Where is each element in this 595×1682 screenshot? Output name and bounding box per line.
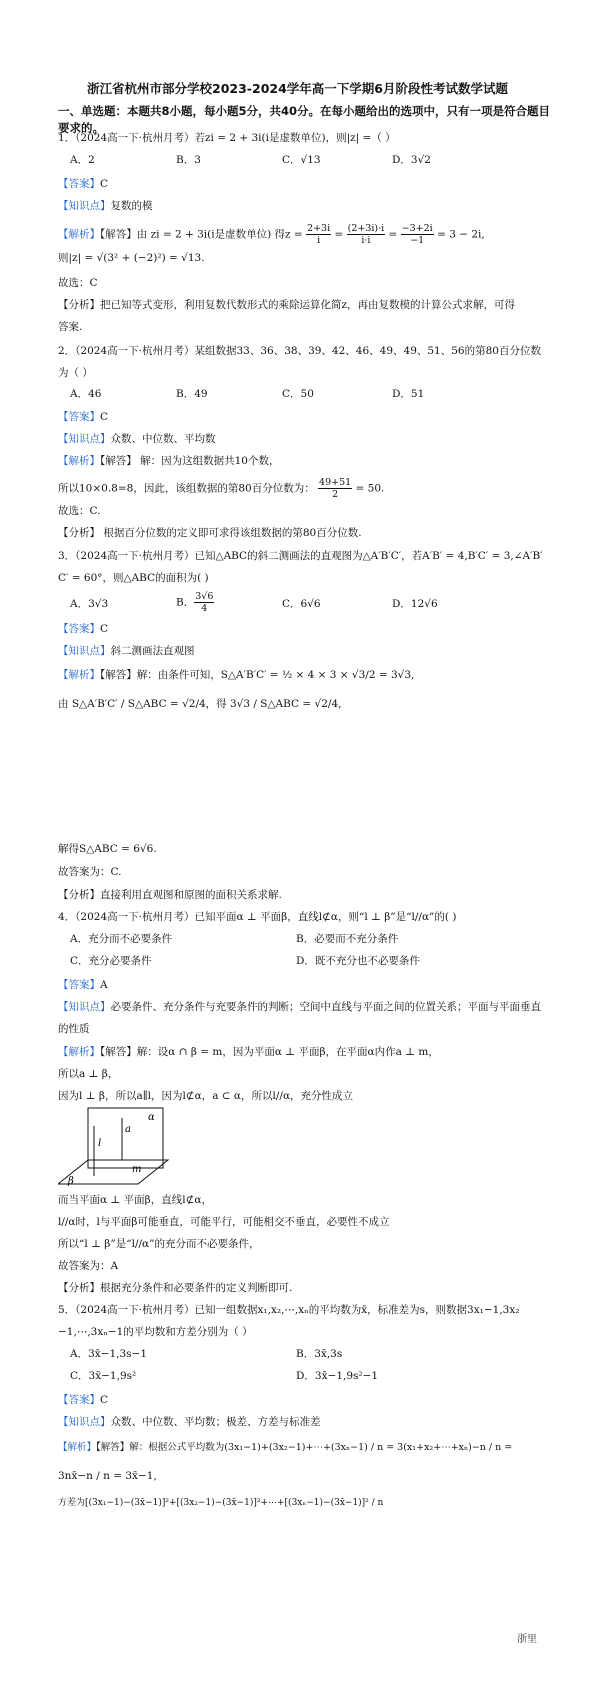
q2-conclusion: 故选：C. xyxy=(58,505,101,517)
q4-line4: 而当平面α ⊥ 平面β，直线l⊄α， xyxy=(58,1194,212,1206)
q3-knowledge xyxy=(58,644,195,658)
analysis-text: 【解答】由 zi = 2 + 3i(i是虚数单位) 得z = xyxy=(100,228,307,241)
q3-fenxi xyxy=(58,888,282,902)
answer-value: C xyxy=(100,178,109,190)
q1-stem: 1．（2024高一下·杭州月考）若zi = 2 + 3i(i是虚数单位)，则|z| =（ ） xyxy=(58,132,396,144)
label-alpha: α xyxy=(148,1112,155,1123)
q3-answer xyxy=(58,622,108,636)
analysis-text: 【解答】解：根据公式平均数为(3x₁−1)+(3x₂−1)+⋯+(3xₙ−1) / n = 3(x₁+x₂+⋯+xₙ)−n / n = xyxy=(96,1442,513,1453)
q1-option-b: B．3 xyxy=(176,154,201,166)
q2-option-a: A．46 xyxy=(70,388,102,400)
q3-stem-cont: C′ = 60°，则△ABC的面积为( ) xyxy=(58,572,209,584)
analysis-tag: 【解析】 xyxy=(58,455,100,467)
q1-fenxi xyxy=(58,298,515,312)
knowledge-tag: 【知识点】 xyxy=(58,200,111,212)
q2-analysis xyxy=(58,454,279,468)
q3-option-c: C．6√6 xyxy=(282,598,321,610)
answer-value: A xyxy=(100,979,108,991)
q4-option-b: B．必要而不充分条件 xyxy=(296,933,399,945)
label-a: a xyxy=(125,1124,131,1135)
answer-value: C xyxy=(100,1394,109,1406)
q4-line6: 所以“l ⊥ β”是“l//α”的充分而不必要条件， xyxy=(58,1238,260,1250)
q3-analysis xyxy=(58,668,414,682)
q3-result: 解得S△ABC = 6√6. xyxy=(58,843,157,855)
knowledge-value: 必要条件、充分条件与充要条件的判断；空间中直线与平面之间的位置关系；平面与平面垂直 xyxy=(110,1001,541,1013)
q4-stem: 4．（2024高一下·杭州月考）已知平面α ⊥ 平面β，直线l⊄α，则“l ⊥ β”是“l//α”的( ) xyxy=(58,911,457,923)
page-title: 浙江省杭州市部分学校2023-2024学年高一下学期6月阶段性考试数学试题 xyxy=(87,81,508,96)
analysis-text: = 50. xyxy=(355,482,385,495)
fenxi-text: 把已知等式变形，利用复数代数形式的乘除运算化简z，再由复数模的计算公式求解，可得 xyxy=(100,299,516,311)
analysis-text: 【解答】解：由条件可知，S△A′B′C′ = ½ × 4 × 3 × √3/2 = 3√3, xyxy=(100,669,415,681)
q4-option-c: C．充分必要条件 xyxy=(70,955,152,967)
q1-fenxi-cont: 答案. xyxy=(58,321,83,333)
q2-analysis-2 xyxy=(58,477,384,500)
q4-conclusion: 故答案为：A xyxy=(58,1260,119,1272)
q5-answer xyxy=(58,1393,108,1407)
q5-stem: 5．（2024高一下·杭州月考）已知一组数据x₁,x₂,⋯,xₙ的平均数为x̄，标准差为s，则数据3x₁−1,3x₂ xyxy=(58,1304,520,1316)
q4-option-a: A．充分而不必要条件 xyxy=(70,933,173,945)
q1-knowledge xyxy=(58,199,153,213)
q1-abs-line: 则|z| = √(3² + (−2)²) = √13. xyxy=(58,252,205,264)
fenxi-tag: 【分析】 xyxy=(58,527,100,539)
q4-fenxi xyxy=(58,1281,292,1295)
q3-stem: 3．（2024高一下·杭州月考）已知△ABC的斜二测画法的直观图为△A′B′C′，若A′B′ = 4,B′C′ = 3,∠A′B′ xyxy=(58,550,543,562)
section-heading: 一、单选题：本题共8小题，每小题5分，共40分。在每小题给出的选项中，只有一项是符合题目要求的。 xyxy=(58,104,551,135)
q5-analysis-2: 3nx̄−n / n = 3x̄−1, xyxy=(58,1470,157,1482)
answer-tag: 【答案】 xyxy=(58,1394,100,1406)
label-l: l xyxy=(98,1138,102,1149)
q3-option-a: A．3√3 xyxy=(70,598,109,610)
q4-line2: 所以a ⊥ β， xyxy=(58,1068,119,1080)
fenxi-text: 根据充分条件和必要条件的定义判断即可. xyxy=(100,1282,293,1294)
knowledge-value: 复数的模 xyxy=(110,200,153,212)
knowledge-value: 众数、中位数、平均数；极差、方差与标准差 xyxy=(110,1416,321,1428)
fraction: $\frac{-3+2i}{-1}$ xyxy=(401,223,433,246)
q2-stem-cont: 为（ ） xyxy=(58,367,93,379)
fenxi-text: 直接利用直观图和原图的面积关系求解. xyxy=(100,889,282,901)
q2-stem: 2．（2024高一下·杭州月考）某组数据33、36、38、39、42、46、49、49、51、56的第80百分位数 xyxy=(58,345,541,357)
q2-option-d: D．51 xyxy=(392,388,425,400)
fraction: $\frac{2+3i}{i}$ xyxy=(307,223,331,246)
q5-option-d: D．3x̄−1,9s²−1 xyxy=(296,1370,379,1382)
answer-tag: 【答案】 xyxy=(58,979,100,991)
q5-option-c: C．3x̄−1,9s² xyxy=(70,1370,137,1382)
knowledge-tag: 【知识点】 xyxy=(58,1001,111,1013)
knowledge-value: 斜二测画法直观图 xyxy=(110,645,195,657)
q5-knowledge xyxy=(58,1415,321,1429)
fenxi-tag: 【分析】 xyxy=(58,299,100,311)
analysis-tag: 【解析】 xyxy=(58,228,100,241)
label-m: m xyxy=(132,1164,142,1175)
q2-answer xyxy=(58,410,108,424)
q2-fenxi xyxy=(58,526,362,540)
label-beta: β xyxy=(68,1176,74,1187)
fenxi-text: 根据百分位数的定义即可求得该组数据的第80百分位数. xyxy=(100,527,362,539)
q1-conclusion: 故选：C xyxy=(58,277,98,289)
analysis-tag: 【解析】 xyxy=(58,1046,100,1058)
analysis-text: = 3 − 2i, xyxy=(437,228,485,241)
q1-option-a: A．2 xyxy=(70,154,95,166)
q5-option-a: A．3x̄−1,3s−1 xyxy=(70,1348,148,1360)
q3-option-d: D．12√6 xyxy=(392,598,438,610)
analysis-tag: 【解析】 xyxy=(58,1442,97,1453)
q4-option-d: D．既不充分也不必要条件 xyxy=(296,955,420,967)
analysis-text: 所以10×0.8=8，因此，该组数据的第80百分位数为： xyxy=(58,482,315,495)
q4-analysis xyxy=(58,1045,439,1059)
knowledge-tag: 【知识点】 xyxy=(58,645,111,657)
fraction: $\frac{49+51}{2}$ xyxy=(319,477,352,500)
fenxi-tag: 【分析】 xyxy=(58,889,100,901)
q4-knowledge-cont: 的性质 xyxy=(58,1023,90,1035)
q4-line5: l//α时，l与平面β可能垂直，可能平行，可能相交不垂直，必要性不成立 xyxy=(58,1216,390,1228)
analysis-text: 【解答】 解：因为这组数据共10个数， xyxy=(100,455,280,467)
q5-option-b: B．3x̄,3s xyxy=(296,1348,343,1360)
answer-tag: 【答案】 xyxy=(58,623,100,635)
q2-option-c: C．50 xyxy=(282,388,314,400)
q1-analysis: 【解析】【解答】由 zi = 2 + 3i(i是虚数单位) 得z = $\frac{2+3i}{i}$ = $\frac{(2+3i)\cdot i}{i\cdot i}$ = $\frac{-3+2i}{-1}$ = 3 − 2i, xyxy=(58,223,485,246)
knowledge-tag: 【知识点】 xyxy=(58,433,111,445)
q3-option-b: B． $\frac{3√6}{4}$ xyxy=(176,591,214,614)
q2-option-b: B．49 xyxy=(176,388,208,400)
q5-analysis xyxy=(58,1441,512,1455)
q1-answer xyxy=(58,177,108,191)
q1-option-c: C．√13 xyxy=(282,154,321,166)
knowledge-value: 众数、中位数、平均数 xyxy=(110,433,216,445)
q5-analysis-3: 方差为[(3x₁−1)−(3x̄−1)]²+[(3x₂−1)−(3x̄−1)]²+⋯+[(3xₙ−1)−(3x̄−1)]² / n xyxy=(58,1498,384,1508)
q5-stem-cont: −1,⋯,3xₙ−1的平均数和方差分别为（ ） xyxy=(58,1326,253,1338)
q3-analysis-2: 由 S△A′B′C′ / S△ABC = √2/4，得 3√3 / S△ABC = √2/4, xyxy=(58,698,342,710)
q2-knowledge xyxy=(58,432,216,446)
answer-tag: 【答案】 xyxy=(58,411,100,423)
q4-options xyxy=(70,932,540,972)
answer-tag: 【答案】 xyxy=(58,178,100,190)
fraction: $\frac{(2+3i)\cdot i}{i\cdot i}$ xyxy=(347,223,385,246)
knowledge-tag: 【知识点】 xyxy=(58,1416,111,1428)
q4-line3: 因为l ⊥ β，所以a∥l，因为l⊄α，a ⊂ α，所以l//α，充分性成立 xyxy=(58,1090,354,1102)
q4-answer xyxy=(58,978,108,992)
q3-conclusion: 故答案为：C. xyxy=(58,866,122,878)
answer-value: C xyxy=(100,623,109,635)
q1-option-d: D．3√2 xyxy=(392,154,431,166)
fenxi-tag: 【分析】 xyxy=(58,1282,100,1294)
page-footer: 浙里 xyxy=(517,1634,537,1645)
analysis-tag: 【解析】 xyxy=(58,669,100,681)
plane-diagram xyxy=(58,1104,178,1190)
q5-options xyxy=(70,1347,540,1387)
q4-knowledge xyxy=(58,1000,541,1014)
analysis-text: 【解答】解：设α ∩ β = m，因为平面α ⊥ 平面β，在平面α内作a ⊥ m， xyxy=(100,1046,439,1058)
answer-value: C xyxy=(100,411,109,423)
